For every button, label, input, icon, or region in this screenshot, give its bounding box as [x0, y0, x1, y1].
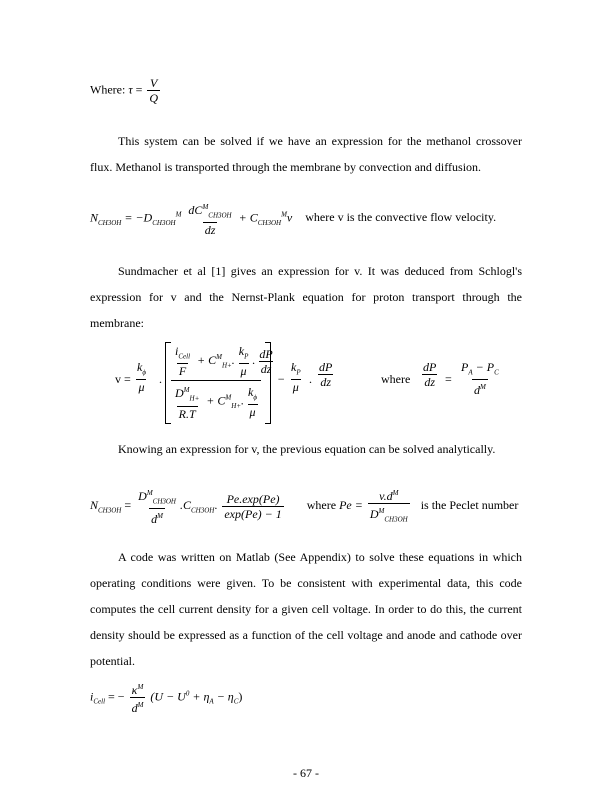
icell-equation: $i_{Cell}$ = − $\frac{\kappa^M}{d^M}$ $(U - U^0 + \eta_A - \eta_C)$ — [90, 683, 243, 715]
paragraph-crossover: This system can be solved if we have an expression for the methanol crossover flux. Methanol is transported through the membrane by convection and diffusion. — [90, 134, 522, 174]
paragraph-sundmacher: Sundmacher et al [1] gives an expression for v. It was deduced from Schlogl's expression for v and the Nernst-Plank equation for proton transport through the membrane: — [90, 264, 522, 330]
tau-definition: Where: τ = $\frac{V}{Q}$ — [90, 76, 159, 105]
paragraph-analytic: Knowing an expression for v, the previous equation can be solved analytically. — [118, 442, 496, 456]
velocity-equation: v = $\frac{k_\phi}{\mu}$ . $\frac{i_{Cell}}{F}$ + $C^M_{H+}$. $\frac{k_P}{\mu}$ . $\frac{dP}{dz}$ $\frac{D^M_{H+}}{R.T}$ + $C^M_{H+}$. $\frac{k_\phi}{\mu}$ − $\frac{k_P}{\mu}$ . $\frac{dP}{dz}$ where $\frac{dP}{dz}$ = $\frac{P_A - P_C}{d^M}$ — [115, 342, 515, 424]
peclet-equation: $N_{CH3OH}$ = $\frac{D^M_{CH3OH}}{d^M}$ $.C_{CH3OH}$. $\frac{Pe.\exp(Pe)}{\exp(Pe) - 1}$ where Pe = $\frac{v.d^M}{D^M_{CH3OH}}$ is the Peclet number — [90, 489, 519, 527]
flux-equation: $N_{CH3OH} = -D_{CH3OH}^M$ $\frac{dC^M_{CH3OH}}{dz}$ + $C_{CH3OH}^Mv$ where v is the convective flow velocity. — [90, 203, 497, 238]
page-number: - 67 - — [293, 766, 319, 780]
paragraph-matlab: A code was written on Matlab (See Appendix) to solve these equations in which operating conditions were given. To be consistent with experimental data, this code computes the cell current density for a given cell voltage. In order to do this, the current density should be expressed as a function of the cell voltage and anode and cathode over potential. — [90, 550, 522, 668]
